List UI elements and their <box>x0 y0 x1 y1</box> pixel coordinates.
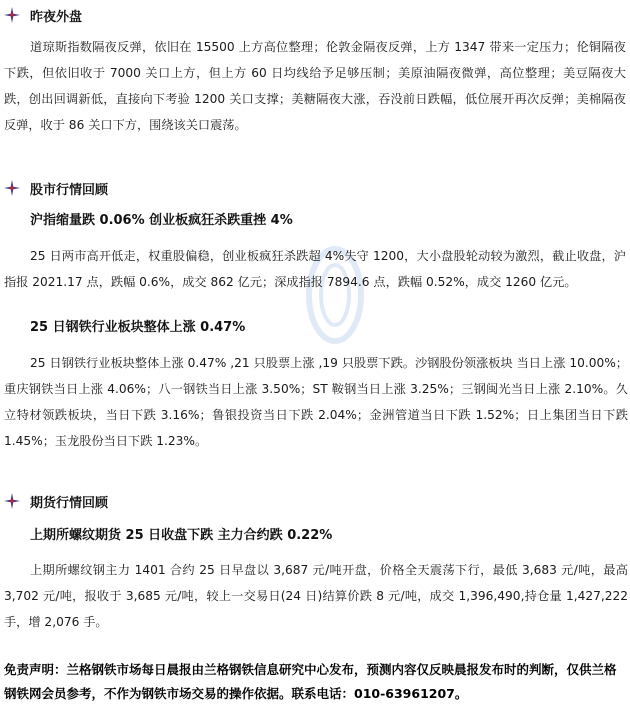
stock-steel-paragraph: 25 日钢铁行业板块整体上涨 0.47% ,21 只股票上涨 ,19 只股票下跌。沙钢股份领涨板块 当日上涨 10.00%；重庆钢铁当日上涨 4.06%；八一钢铁当日上涨 3.50%；ST 鞍钢当日上涨 3.25%；三钢闽光当日上涨 2.10%。久立特材领跌板块，当日下跌 3.16%；鲁银投资当日下跌 2.04%；金洲管道当日下跌 1.52%；日上集团当日下跌 1.45%；玉龙股份当日下跌 1.23%。 <box>4 356 628 448</box>
section-title: 股市行情回顾 <box>30 182 109 198</box>
sparkle-star-icon <box>4 180 20 196</box>
section-heading-futures <box>4 490 108 512</box>
section-title: 昨夜外盘 <box>30 9 83 25</box>
sparkle-star-icon <box>4 493 20 509</box>
section-heading-stock <box>4 177 108 199</box>
stock-subheading-index: 沪指缩量跌 0.06% 创业板疯狂杀跌重挫 4% <box>30 213 293 228</box>
disclaimer: 免责声明：兰格钢铁市场每日晨报由兰格钢铁信息研究中心发布，预测内容仅反映晨报发布时的判断，仅供兰格钢铁网会员参考，不作为钢铁市场交易的操作依据。联系电话：010-63961207。 <box>4 662 617 701</box>
futures-subheading: 上期所螺纹期货 25 日收盘下跌 主力合约跌 0.22% <box>30 528 333 543</box>
stock-subheading-steel: 25 日钢铁行业板块整体上涨 0.47% <box>30 320 246 335</box>
sparkle-star-icon <box>4 7 20 23</box>
section-title: 期货行情回顾 <box>30 495 109 511</box>
futures-paragraph: 上期所螺纹钢主力 1401 合约 25 日早盘以 3,687 元/吨开盘，价格全天震荡下行，最低 3,683 元/吨，最高 3,702 元/吨，报收于 3,685 元/吨，较上一交易日(24 日)结算价跌 8 元/吨，成交 1,396,490,持仓量 1,427,222 手，增 2,076 手。 <box>4 563 628 629</box>
overnight-paragraph: 道琼斯指数隔夜反弹，依旧在 15500 上方高位整理；伦敦金隔夜反弹，上方 1347 带来一定压力；伦铜隔夜下跌，但依旧收于 7000 关口上方，但上方 60 日均线给予足够压制；美原油隔夜微弹，高位整理；美豆隔夜大跌，创出回调新低，直接向下考验 1200 关口支撑；美糖隔夜大涨，吞没前日跌幅，低位展开再次反弹；美棉隔夜反弹，收于 86 关口下方，围绕该关口震荡。 <box>4 40 626 132</box>
section-heading-overnight <box>4 4 82 26</box>
stock-index-paragraph: 25 日两市高开低走，权重股偏稳，创业板疯狂杀跌超 4%失守 1200，大小盘股轮动较为激烈，截止收盘，沪指报 2021.17 点，跌幅 0.6%，成交 862 亿元；深成指报 7894.6 点，跌幅 0.52%，成交 1260 亿元。 <box>4 249 626 289</box>
